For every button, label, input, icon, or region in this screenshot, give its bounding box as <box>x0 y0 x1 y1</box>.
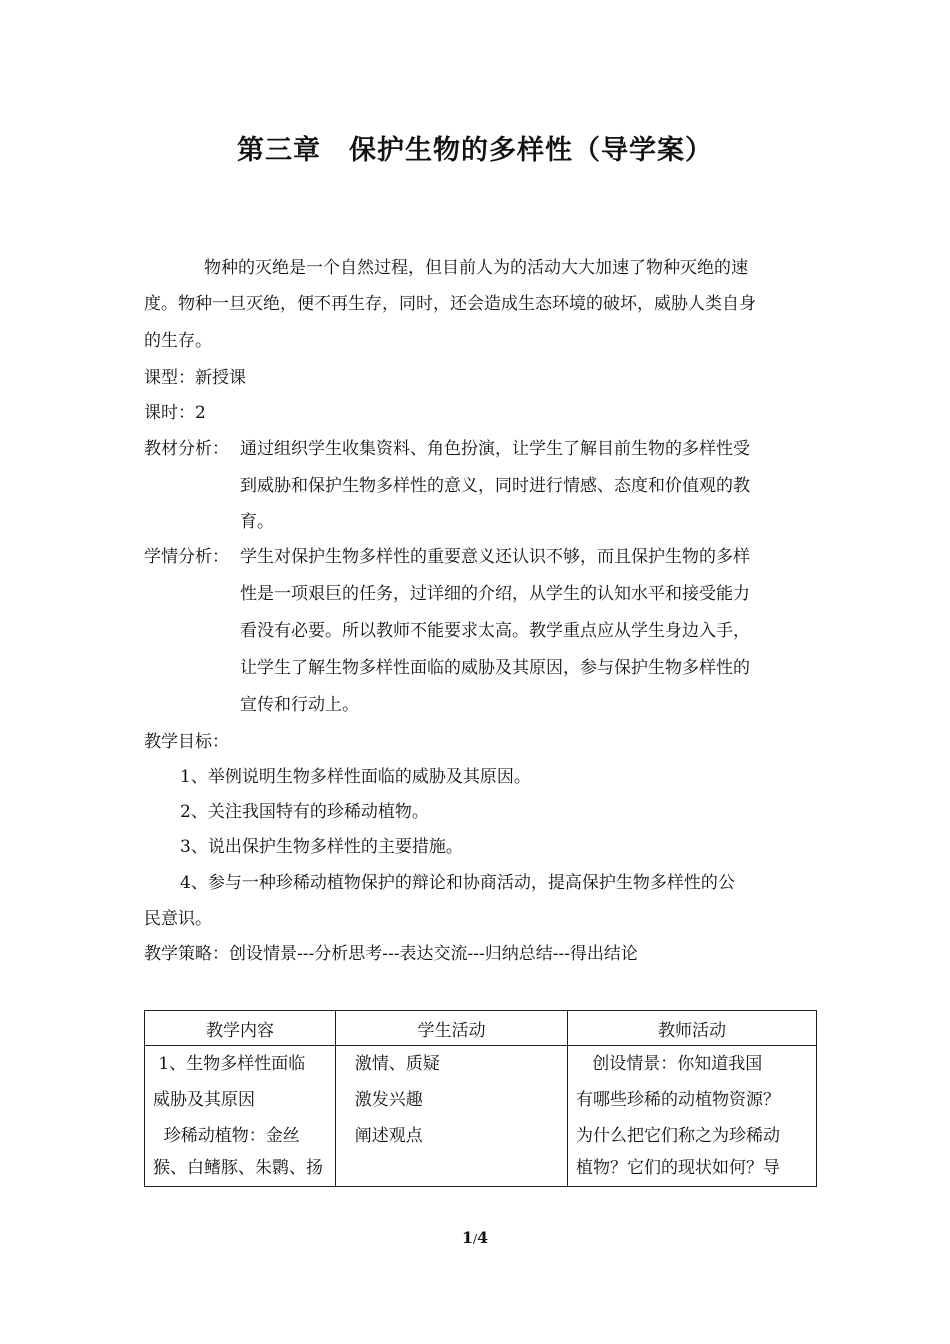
goal-item: 2、关注我国特有的珍稀动植物。 <box>180 802 429 822</box>
student-analysis-line: 宣传和行动上。 <box>240 695 359 715</box>
current-page: 1 <box>461 1228 473 1247</box>
cell-line: 1、生物多样性面临 <box>153 1054 306 1074</box>
cell-line: 植物？它们的现状如何？导 <box>576 1158 780 1178</box>
student-analysis-line: 学生对保护生物多样性的重要意义还认识不够，而且保护生物的多样 <box>240 547 750 567</box>
teaching-strategy: 教学策略：创设情景---分析思考---表达交流---归纳总结---得出结论 <box>144 944 638 964</box>
table-row <box>145 1046 817 1187</box>
intro-line-2: 度。物种一旦灭绝，便不再生存，同时，还会造成生态环境的破坏，威胁人类自身 <box>144 294 756 314</box>
student-analysis-line: 性是一项艰巨的任务，过详细的介绍，从学生的认知水平和接受能力 <box>240 584 750 604</box>
total-pages: 4 <box>477 1228 489 1247</box>
cell-line: 猴、白鳍豚、朱鹮、扬 <box>153 1158 323 1178</box>
goal-item-continued: 民意识。 <box>144 909 212 929</box>
cell-line: 激发兴趣 <box>344 1090 423 1110</box>
cell-line: 创设情景：你知道我国 <box>576 1054 763 1074</box>
cell-line: 有哪些珍稀的动植物资源？ <box>576 1090 780 1110</box>
table-header-student: 学生活动 <box>336 1011 568 1046</box>
table-cell-student <box>336 1046 568 1187</box>
table-cell-teacher <box>568 1046 817 1187</box>
material-analysis-label: 教材分析： <box>144 439 229 459</box>
goal-item: 4、参与一种珍稀动植物保护的辩论和协商活动，提高保护生物多样性的公 <box>180 873 735 893</box>
student-analysis-line: 看没有必要。所以教师不能要求太高。教学重点应从学生身边入手， <box>240 621 750 641</box>
lesson-table <box>144 1010 817 1187</box>
cell-line: 珍稀动植物：金丝 <box>153 1126 300 1146</box>
goal-item: 1、举例说明生物多样性面临的威胁及其原因。 <box>180 767 531 787</box>
course-hours: 课时：2 <box>144 403 206 423</box>
student-analysis-label: 学情分析： <box>144 547 229 567</box>
material-analysis-line: 育。 <box>240 512 274 532</box>
table-header-teacher: 教师活动 <box>568 1011 817 1046</box>
student-analysis-line: 让学生了解生物多样性面临的威胁及其原因，参与保护生物多样性的 <box>240 658 750 678</box>
material-analysis-line: 到威胁和保护生物多样性的意义，同时进行情感、态度和价值观的教 <box>240 476 750 496</box>
cell-line: 为什么把它们称之为珍稀动 <box>576 1126 780 1146</box>
cell-line: 阐述观点 <box>344 1126 423 1146</box>
page-title: 第三章 保护生物的多样性（导学案） <box>237 135 713 166</box>
cell-line: 威胁及其原因 <box>153 1090 255 1110</box>
table-header-row <box>145 1011 817 1046</box>
intro-line-3: 的生存。 <box>144 331 212 351</box>
intro-line-1: 物种的灭绝是一个自然过程，但目前人为的活动大大加速了物种灭绝的速 <box>204 258 748 278</box>
table-cell-content <box>145 1046 336 1187</box>
cell-line: 激情、质疑 <box>344 1054 440 1074</box>
material-analysis-line: 通过组织学生收集资料、角色扮演，让学生了解目前生物的多样性受 <box>240 439 750 459</box>
goals-label: 教学目标： <box>144 732 229 752</box>
page-number <box>0 1228 950 1247</box>
page-separator: / <box>472 1232 478 1246</box>
goal-item: 3、说出保护生物多样性的主要措施。 <box>180 837 463 857</box>
course-type: 课型：新授课 <box>144 368 246 388</box>
table-header-content: 教学内容 <box>145 1011 336 1046</box>
